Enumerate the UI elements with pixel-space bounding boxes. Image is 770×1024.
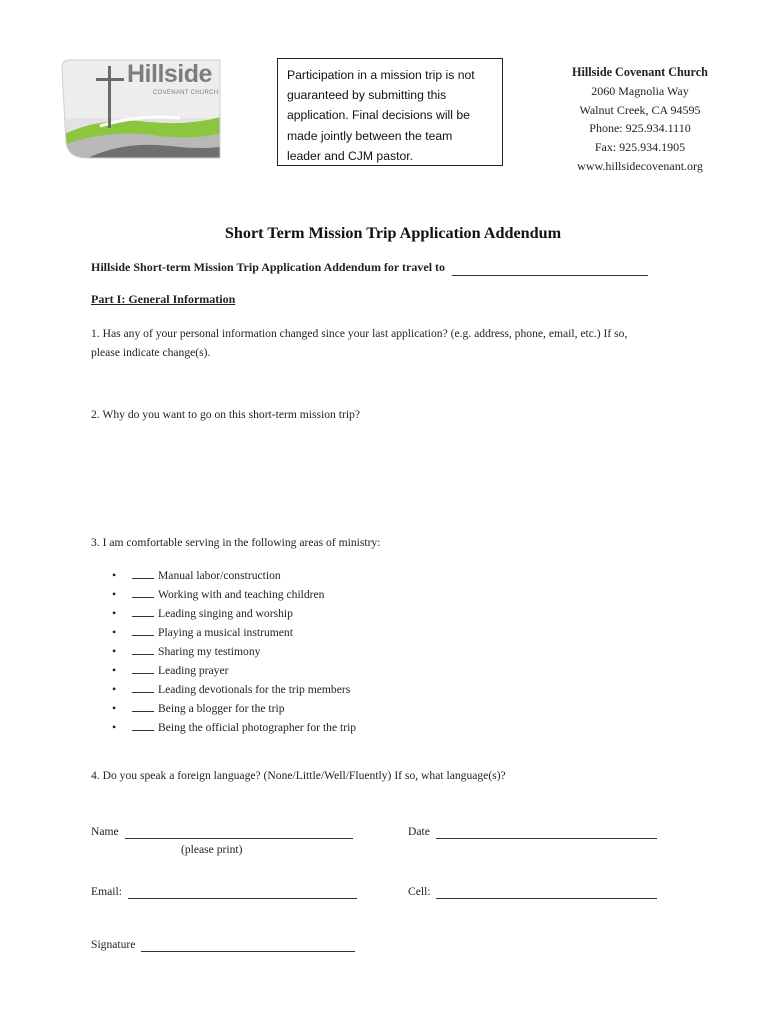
question-1-line-1: 1. Has any of your personal information changed since your last application? (e.g. address, phone, email, etc.) If so, — [91, 327, 628, 340]
ministry-item — [112, 642, 356, 661]
ministry-item — [112, 718, 356, 737]
church-street: 2060 Magnolia Way — [591, 83, 689, 98]
church-fax: Fax: 925.934.1905 — [594, 140, 686, 155]
bullet-icon: • — [112, 587, 117, 601]
ministry-item — [112, 604, 356, 623]
ministry-checkbox-blank[interactable] — [132, 623, 154, 636]
name-hint: (please print) — [181, 843, 243, 856]
notice-line: Participation in a mission trip is not — [287, 68, 475, 82]
ministry-label: Playing a musical instrument — [158, 626, 293, 639]
ministry-item — [112, 680, 356, 699]
ministry-label: Working with and teaching children — [158, 588, 325, 601]
bullet-icon: • — [112, 701, 117, 715]
name-field[interactable] — [125, 825, 353, 839]
bullet-icon: • — [112, 606, 117, 620]
cell-label: Cell: — [408, 885, 431, 898]
ministry-checklist — [112, 566, 356, 737]
ministry-item — [112, 585, 356, 604]
ministry-label: Sharing my testimony — [158, 645, 261, 658]
name-label: Name — [91, 825, 119, 838]
name-row — [91, 825, 353, 839]
ministry-checkbox-blank[interactable] — [132, 604, 154, 617]
church-name: Hillside Covenant Church — [572, 65, 708, 79]
bullet-icon: • — [112, 663, 117, 677]
notice-line: leader and CJM pastor. — [287, 148, 414, 163]
church-address — [542, 63, 738, 176]
bullet-icon: • — [112, 720, 117, 734]
date-field[interactable] — [436, 825, 657, 839]
ministry-item — [112, 566, 356, 585]
signature-label: Signature — [91, 938, 136, 951]
ministry-item — [112, 699, 356, 718]
part-one-heading: Part I: General Information — [91, 292, 236, 306]
bullet-icon: • — [112, 682, 117, 696]
ministry-checkbox-blank[interactable] — [132, 642, 154, 655]
question-4: 4. Do you speak a foreign language? (None/Little/Well/Fluently) If so, what language(s)? — [91, 769, 506, 782]
question-1-line-2: please indicate change(s). — [91, 346, 211, 359]
notice-line: made jointly between the team — [287, 128, 453, 143]
participation-notice — [277, 58, 503, 166]
bullet-icon: • — [112, 625, 117, 639]
logo-wordmark: Hillside — [127, 60, 212, 88]
ministry-label: Leading singing and worship — [158, 607, 293, 620]
ministry-checkbox-blank[interactable] — [132, 661, 154, 674]
cell-field[interactable] — [436, 885, 657, 899]
signature-row — [91, 938, 355, 952]
ministry-label: Being a blogger for the trip — [158, 702, 285, 715]
ministry-label: Manual labor/construction — [158, 569, 281, 582]
ministry-checkbox-blank[interactable] — [132, 718, 154, 731]
notice-line: guaranteed by submitting this — [287, 88, 447, 103]
ministry-checkbox-blank[interactable] — [132, 699, 154, 712]
church-website[interactable]: www.hillsidecovenant.org — [577, 158, 703, 173]
form-title: Short Term Mission Trip Application Addendum — [224, 224, 562, 242]
bullet-icon: • — [112, 644, 117, 658]
cell-row — [408, 885, 657, 899]
ministry-item — [112, 661, 356, 680]
logo-tagline: COVENANT CHURCH — [153, 90, 219, 96]
date-row — [408, 825, 657, 839]
ministry-label: Leading devotionals for the trip members — [158, 683, 351, 696]
church-phone: Phone: 925.934.1110 — [589, 121, 691, 136]
question-2: 2. Why do you want to go on this short-term mission trip? — [91, 408, 360, 421]
email-field[interactable] — [128, 885, 357, 899]
bullet-icon: • — [112, 568, 117, 582]
email-row — [91, 885, 357, 899]
destination-field[interactable] — [452, 260, 648, 276]
ministry-checkbox-blank[interactable] — [132, 680, 154, 693]
signature-field[interactable] — [141, 938, 355, 952]
ministry-checkbox-blank[interactable] — [132, 585, 154, 598]
date-label: Date — [408, 825, 430, 838]
ministry-label: Being the official photographer for the trip — [158, 721, 357, 734]
ministry-item — [112, 623, 356, 642]
email-label: Email: — [91, 885, 122, 898]
subtitle-text: Hillside Short-term Mission Trip Application Addendum for travel to — [91, 260, 446, 274]
form-subtitle — [91, 260, 648, 276]
ministry-checkbox-blank[interactable] — [132, 566, 154, 579]
question-3: 3. I am comfortable serving in the following areas of ministry: — [91, 536, 381, 549]
church-city: Walnut Creek, CA 94595 — [579, 102, 701, 117]
notice-line: application. Final decisions will be — [287, 108, 470, 123]
question-1 — [91, 324, 711, 362]
ministry-label: Leading prayer — [158, 664, 229, 677]
